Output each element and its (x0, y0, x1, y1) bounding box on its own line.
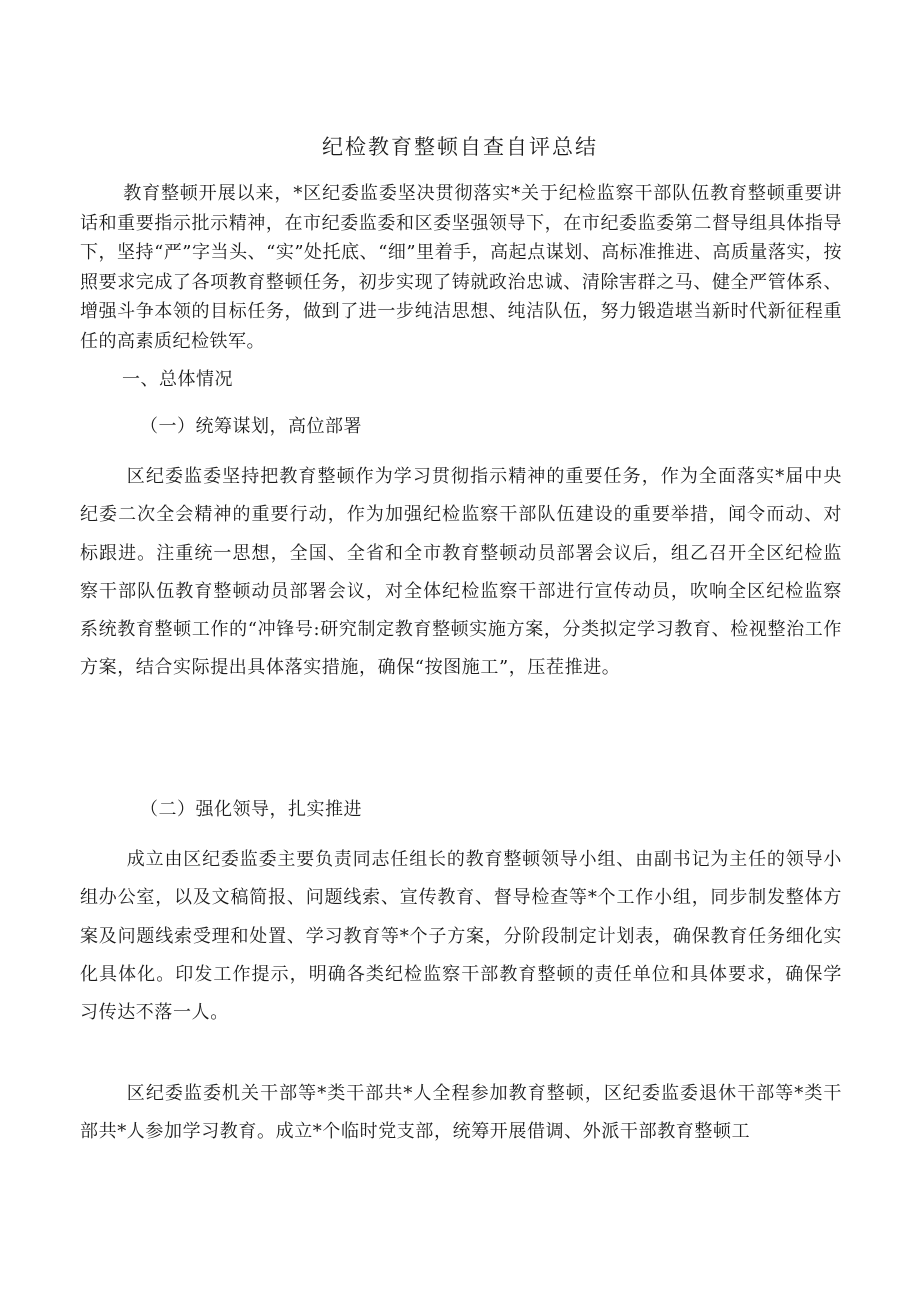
section-heading-overview: 一、总体情况 (122, 369, 233, 390)
paragraph-leadership-2: 区纪委监委机关干部等*类干部共*人全程参加教育整顿，区纪委监委退休干部等*类干部共*人参加学习教育。成立*个临时党支部，统筹开展借调、外派干部教育整顿工 (80, 1083, 842, 1143)
subsection-heading-leadership: （二）强化领导，扎实推进 (140, 799, 362, 820)
intro-paragraph: 教育整顿开展以来，*区纪委监委坚决贯彻落实*关于纪检监察干部队伍教育整顿重要讲话和重要指示批示精神，在市纪委监委和区委坚强领导下，在市纪委监委第二督导组具体指导下，坚持“严”字当头、“实”处托底、“细”里着手，高起点谋划、高标准推进、高质量落实，按照要求完成了各项教育整顿任务，初步实现了铸就政治忠诚、清除害群之马、健全严管体系、增强斗争本领的目标任务，做到了进一步纯洁思想、纯洁队伍，努力锻造堪当新时代新征程重任的高素质纪检铁军。 (80, 183, 842, 352)
paragraph-planning: 区纪委监委坚持把教育整顿作为学习贯彻指示精神的重要任务，作为全面落实*届中央纪委二次全会精神的重要行动，作为加强纪检监察干部队伍建设的重要举措，闻令而动、对标跟进。注重统一思想，全国、全省和全市教育整顿动员部署会议后，组乙召开全区纪检监察干部队伍教育整顿动员部署会议，对全体纪检监察干部进行宣传动员，吹响全区纪检监察系统教育整顿工作的“冲锋号:研究制定教育整顿实施方案，分类拟定学习教育、检视整治工作方案，结合实际提出具体落实措施，确保“按图施工”，压茬推进。 (80, 466, 842, 679)
paragraph-leadership-1: 成立由区纪委监委主要负责同志任组长的教育整顿领导小组、由副书记为主任的领导小组办公室，以及文稿简报、问题线索、宣传教育、督导检查等*个工作小组，同步制发整体方案及问题线索受理和处置、学习教育等*个子方案，分阶段制定计划表，确保教育任务细化实化具体化。印发工作提示，明确各类纪检监察干部教育整顿的责任单位和具体要求，确保学习传达不落一人。 (80, 849, 842, 1024)
subsection-heading-planning: （一）统筹谋划，高位部署 (140, 416, 362, 437)
document-title: 纪检教育整顿自查自评总结 (322, 135, 598, 159)
